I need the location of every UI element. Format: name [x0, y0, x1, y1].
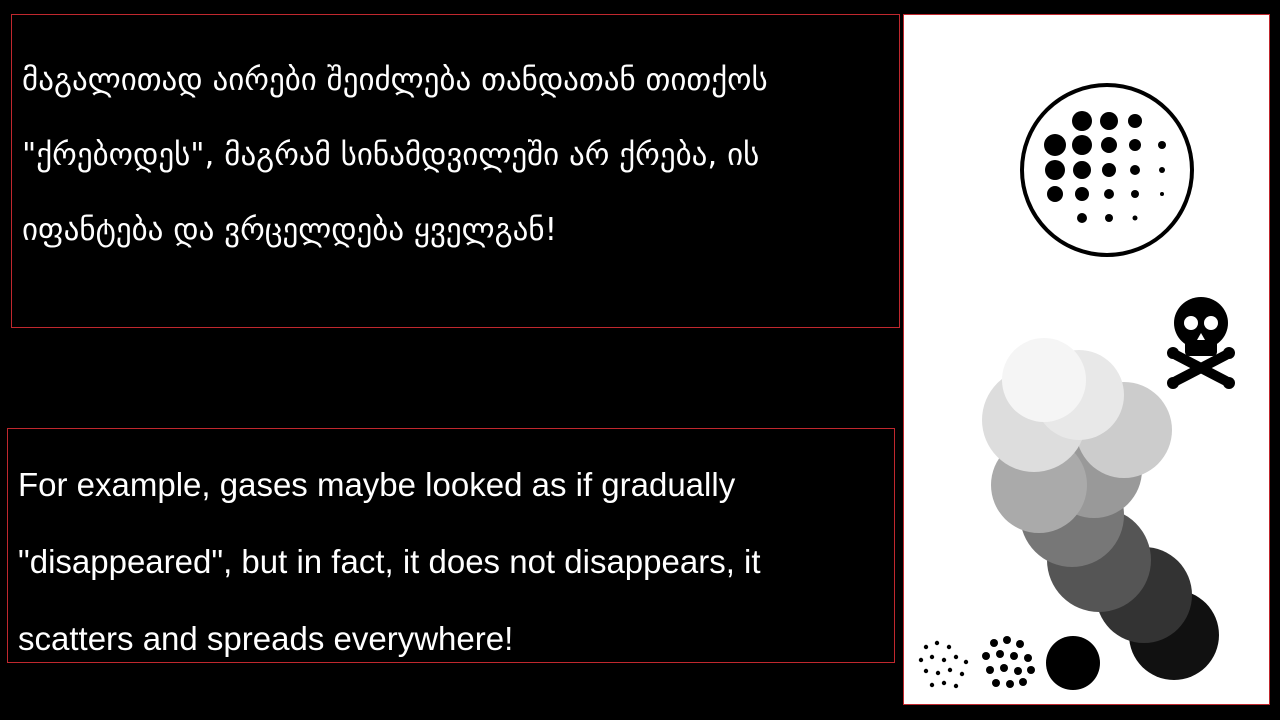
georgian-paragraph: მაგალითად აირები შეიძლება თანდათან თითქოს "ქრებოდეს", მაგრამ სინამდვილეში არ ქრება, ის იფანტება და ვრცელდება ყველგან!: [22, 62, 768, 248]
gas-cloud-icon: [982, 338, 1219, 680]
skull-crossbones-icon: [1167, 297, 1235, 389]
english-paragraph: For example, gases maybe looked as if gradually "disappeared", but in fact, it does not disappears, it scatters and spreads everywhere!: [18, 466, 761, 657]
georgian-text-box: [11, 14, 900, 328]
english-text-box: [7, 428, 895, 663]
dot-clusters-icon: [919, 636, 1100, 690]
illustration-panel: [903, 14, 1270, 705]
dots-in-circle-icon: [1022, 85, 1192, 255]
